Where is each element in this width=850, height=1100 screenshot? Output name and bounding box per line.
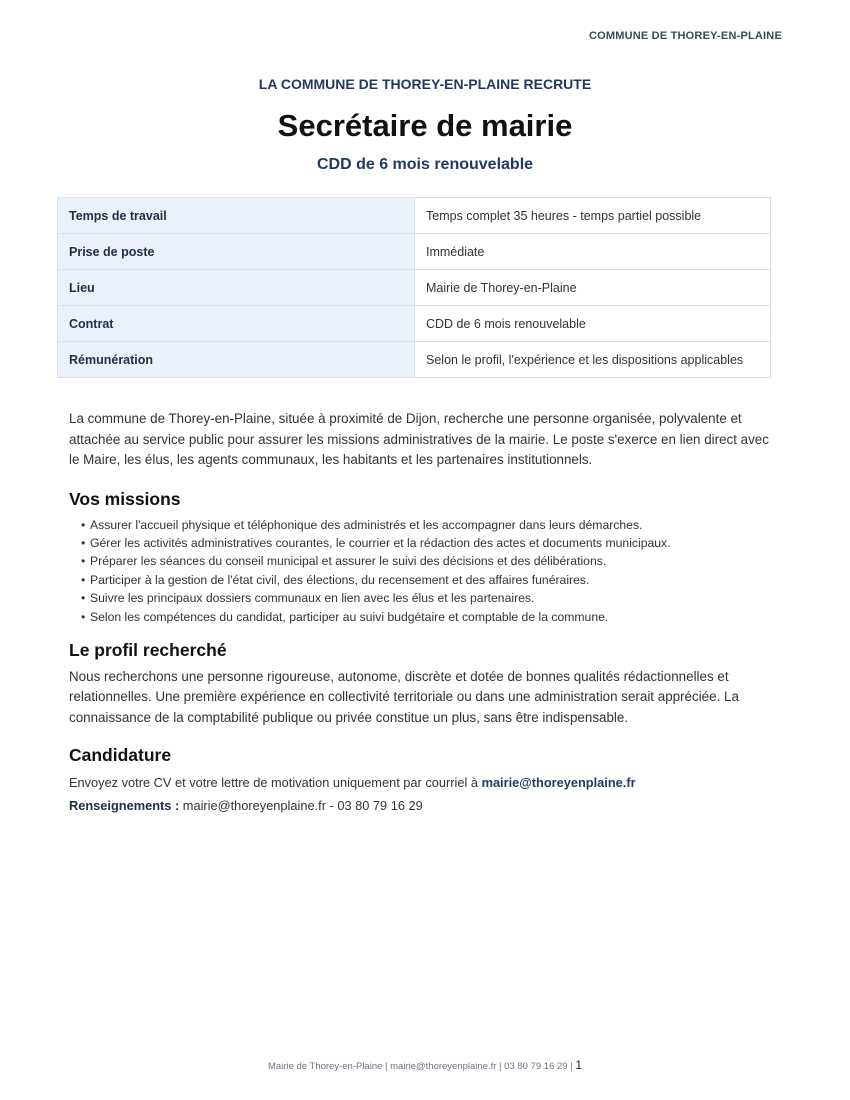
list-item (81, 534, 781, 552)
bullet-icon: • (81, 572, 86, 587)
table-row (58, 234, 771, 270)
page-subtitle: CDD de 6 mois renouvelable (316, 156, 534, 173)
recruitment-kicker: LA COMMUNE DE THOREY-EN-PLAINE RECRUTE (258, 76, 592, 92)
table-row (58, 270, 771, 306)
row-label: Lieu (58, 270, 415, 306)
bullet-icon: • (81, 535, 86, 550)
intro-paragraph: La commune de Thorey-en-Plaine, située à proximité de Dijon, recherche une personne organisée, polyvalente et attachée au service public pour assurer les missions administratives de la mairie. Le poste s'exerce en lien direct avec le Maire, les élus, les agents communaux, les habitants et les partenaires institutionnels. (69, 411, 769, 467)
contact-info (69, 795, 781, 817)
page-title: Secrétaire de mairie (277, 108, 573, 143)
row-value: Temps complet 35 heures - temps partiel possible (415, 198, 771, 234)
summary-table (57, 197, 771, 378)
profil-heading: Le profil recherché (69, 639, 227, 660)
mission-text: Participer à la gestion de l'état civil, des élections, du recensement et des affaires funéraires. (90, 572, 590, 587)
contact-label: Renseignements : (69, 798, 180, 814)
mission-text: Gérer les activités administratives courantes, le courrier et la rédaction des actes et documents municipaux. (90, 535, 671, 550)
mission-text: Suivre les principaux dossiers communaux en lien avec les élus et les partenaires. (90, 591, 535, 606)
row-value: CDD de 6 mois renouvelable (415, 306, 771, 342)
row-label: Rémunération (58, 342, 415, 378)
bullet-icon: • (81, 517, 86, 532)
list-item (81, 589, 781, 607)
contact-details: mairie@thoreyenplaine.fr - 03 80 79 16 29 (182, 798, 423, 814)
mission-text: Préparer les séances du conseil municipal et assurer le suivi des décisions et des délibérations. (90, 554, 607, 569)
candidature-heading: Candidature (69, 745, 172, 766)
profil-paragraph: Nous recherchons une personne rigoureuse, autonome, discrète et dotée de bonnes qualités rédactionnelles et relationnelles. Une première expérience en collectivité territoriale ou dans une administration serait appréciée. La connaissance de la comptabilité publique ou privée constitue un plus, sans être indispensable. (69, 668, 739, 725)
main-content (69, 409, 781, 817)
candidature-text: Envoyez votre CV et votre lettre de motivation uniquement par courriel à (69, 775, 478, 791)
list-item (81, 552, 781, 570)
list-item (81, 516, 781, 534)
bullet-icon: • (81, 554, 86, 569)
row-value: Selon le profil, l'expérience et les dispositions applicables (415, 342, 771, 378)
page-footer (0, 1058, 850, 1072)
list-item (81, 571, 781, 589)
row-value: Immédiate (415, 234, 771, 270)
missions-list (69, 516, 781, 626)
row-label: Contrat (58, 306, 415, 342)
bullet-icon: • (81, 591, 86, 606)
candidature-instructions (69, 772, 781, 794)
row-label: Temps de travail (58, 198, 415, 234)
mission-text: Selon les compétences du candidat, participer au suivi budgétaire et comptable de la commune. (90, 609, 609, 624)
running-header: COMMUNE DE THOREY-EN-PLAINE (588, 30, 782, 42)
table-row (58, 198, 771, 234)
email-link[interactable]: mairie@thoreyenplaine.fr (481, 775, 636, 791)
list-item (81, 608, 781, 626)
page-number: 1 (575, 1058, 582, 1072)
footer-text: Mairie de Thorey-en-Plaine | mairie@thoreyenplaine.fr | 03 80 79 16 29 | (267, 1061, 573, 1072)
table-row (58, 342, 771, 378)
row-value: Mairie de Thorey-en-Plaine (415, 270, 771, 306)
row-label: Prise de poste (58, 234, 415, 270)
mission-text: Assurer l'accueil physique et téléphonique des administrés et les accompagner dans leurs démarches. (90, 517, 643, 532)
table-row (58, 306, 771, 342)
bullet-icon: • (81, 609, 86, 624)
missions-heading: Vos missions (69, 488, 181, 509)
